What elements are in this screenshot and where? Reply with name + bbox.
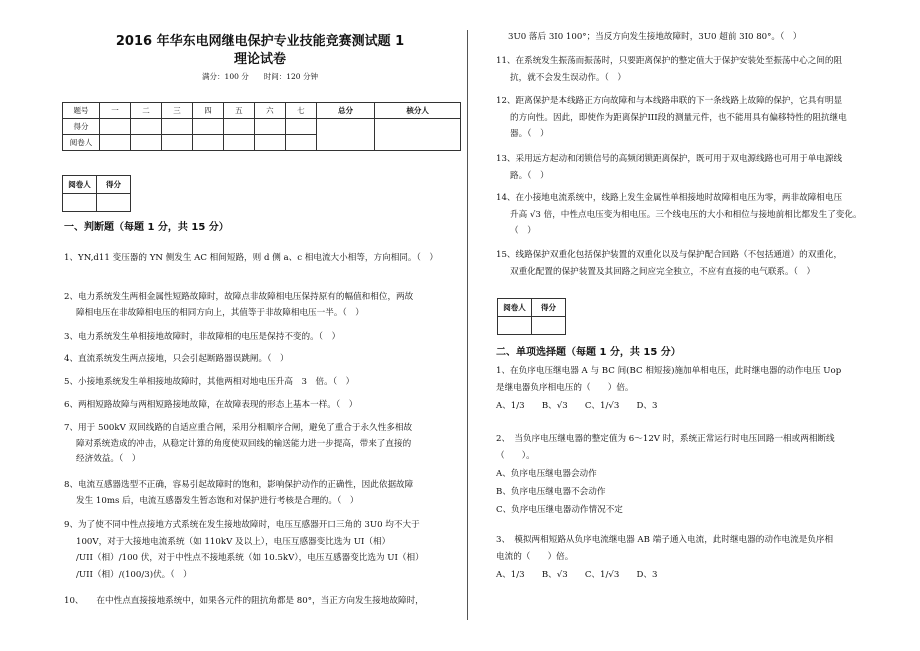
question-text: 升高 √3 倍，中性点电压变为相电压。三个线电压的大小和相位与接地前相比都发生了变化。: [510, 209, 862, 220]
choice-question-1: [496, 366, 841, 412]
exam-title: 2016 年华东电网继电保护专业技能竞赛测试题 1: [115, 34, 405, 49]
question-text: （ ）。: [496, 450, 535, 461]
grader-box-2: [497, 298, 566, 335]
header-cell: 一: [100, 103, 131, 119]
score-cell[interactable]: [254, 119, 285, 135]
question-text: 10、 在中性点直接接地系统中，如果各元件的阻抗角都是 80°，当正方向发生接地故障时，: [64, 596, 424, 606]
section-heading-choice: 二、单项选择题（每题 1 分，共 15 分）: [496, 347, 681, 358]
exam-subtitle: 理论试卷: [233, 52, 286, 67]
question-text: 7、用于 500kV 双回线路的自适应重合闸，采用分相顺序合闸，避免了重合于永久性多相故: [64, 423, 413, 433]
question-text: 抗，就不会发生误动作。（ ）: [510, 72, 627, 83]
header-cell: 六: [254, 103, 285, 119]
header-cell: 二: [130, 103, 161, 119]
grader-label: 阅卷人: [498, 299, 532, 317]
question-text: 经济效益。（ ）: [76, 454, 141, 465]
question-4: [64, 354, 289, 365]
grader-cell[interactable]: [161, 135, 192, 151]
score-row: [63, 119, 461, 135]
score-cell[interactable]: [223, 119, 254, 135]
exam-meta: 满分：100 分 时间：120 分钟: [202, 72, 318, 81]
grader-cell[interactable]: [223, 135, 254, 151]
question-10: [64, 596, 424, 607]
grader-cell[interactable]: [285, 135, 316, 151]
question-text: （ ）: [510, 226, 536, 237]
score-label: 得分: [532, 299, 566, 317]
answer-options: A、1/3 B、√3 C、1/√3 D、3: [496, 401, 658, 412]
question-text: 14、在小接地电流系统中，线路上发生金属性单相接地时故障相电压为零，两非故障相电压: [496, 193, 843, 203]
question-text: 15、线路保护双重化包括保护装置的双重化以及与保护配合回路（不包括通道）的双重化，: [496, 250, 843, 260]
question-text: 1、YN,d11 变压器的 YN 侧发生 AC 相间短路，则 d 侧 a、c 相电流大小相等，方向相同。（ ）: [64, 253, 438, 263]
question-text: 是继电器负序相电压的（ ）倍。: [496, 382, 634, 393]
question-3: [64, 332, 340, 343]
question-text: 障对系统造成的冲击，从稳定计算的角度使双回线的输送能力进一步提高，带来了直接的: [76, 438, 412, 449]
score-label: 得分: [97, 176, 131, 194]
question-text: 13、采用远方起动和闭锁信号的高频闭锁距离保护，既可用于双电源线路也可用于单电源线: [496, 154, 843, 164]
header-cell: 五: [223, 103, 254, 119]
question-text: 器。（ ）: [510, 129, 549, 140]
score-input[interactable]: [532, 317, 566, 335]
question-text: /UII（相）/100 伏，对于中性点不接地系统（如 10.5kV），电压互感器变比选为 UI（相）: [76, 553, 424, 564]
question-text: 发生 10ms 后，电流互感器发生暂态饱和对保护进行考核是合理的。（ ）: [76, 495, 359, 506]
question-8: [64, 480, 413, 506]
question-text: 3、电力系统发生单相接地故障时，非故障相的电压是保持不变的。（ ）: [64, 332, 341, 342]
question-14: [496, 193, 862, 237]
header-cell: 七: [285, 103, 316, 119]
grader-cell[interactable]: [254, 135, 285, 151]
score-cell[interactable]: [161, 119, 192, 135]
choice-question-3: [496, 535, 833, 581]
row-label: 得分: [63, 119, 100, 135]
option-a: A、负序电压继电器会动作: [496, 469, 597, 480]
question-text: 100V，对于大接地电流系统（如 110kV 及以上），电压互感器变比选为 UI（相）: [76, 536, 391, 547]
section-heading-judgement: 一、判断题（每题 1 分，共 15 分）: [64, 222, 229, 233]
header-cell: 题号: [63, 103, 100, 119]
question-11: [496, 56, 842, 83]
score-cell[interactable]: [100, 119, 131, 135]
score-table-header-row: [63, 103, 461, 119]
answer-options: A、1/3 B、√3 C、1/√3 D、3: [496, 570, 658, 581]
question-2: [64, 292, 413, 318]
question-6: [64, 400, 357, 411]
question-7: [64, 423, 412, 465]
option-b: B、负序电压继电器不会动作: [496, 487, 606, 498]
question-text: 的方向性。因此，即使作为距离保护III段的测量元件，也不能用具有偏移特性的阻抗继电: [510, 112, 847, 123]
question-text: 路。（ ）: [510, 170, 549, 181]
question-text: /UII（相）/(100/3)伏。（ ）: [76, 570, 192, 581]
question-text: 5、小接地系统发生单相接地故障时，其他两相对地电压升高 3 倍。（ ）: [64, 377, 355, 387]
header-cell: 三: [161, 103, 192, 119]
column-divider: [467, 30, 468, 620]
question-13: [496, 154, 842, 181]
question-1: [64, 253, 438, 264]
question-text: 6、两相短路故障与两相短路接地故障，在故障表现的形态上基本一样。（ ）: [64, 400, 358, 410]
question-text: 12、距离保护是本线路正方向故障和与本线路串联的下一条线路上故障的保护，它具有明显: [496, 96, 843, 106]
question-text: 4、直流系统发生两点接地，只会引起断路器误跳闸。（ ）: [64, 354, 289, 364]
question-text: 8、电流互感器选型不正确，容易引起故障时的饱和，影响保护动作的正确性，因此依据故障: [64, 480, 414, 490]
grader-cell[interactable]: [130, 135, 161, 151]
total-score-cell[interactable]: [316, 119, 374, 151]
score-input[interactable]: [97, 194, 131, 212]
score-cell[interactable]: [130, 119, 161, 135]
question-text: 双重化配置的保护装置及其回路之间应完全独立，不应有直接的电气联系。（ ）: [510, 266, 816, 277]
grader-cell[interactable]: [192, 135, 223, 151]
question-text: 3、 模拟两相短路从负序电流继电器 AB 端子通入电流，此时继电器的动作电流是负序相: [496, 535, 834, 545]
header-cell: 四: [192, 103, 223, 119]
option-c: C、负序电压继电器动作情况不定: [496, 504, 623, 515]
question-text: 9、为了使不同中性点接地方式系统在发生接地故障时，电压互感器开口三角的 3U0 均不大于: [64, 520, 420, 530]
verifier-cell[interactable]: [375, 119, 461, 151]
choice-question-2: [496, 434, 835, 516]
score-cell[interactable]: [192, 119, 223, 135]
question-15: [496, 250, 842, 277]
grader-input[interactable]: [63, 194, 97, 212]
question-text: 电流的（ ）倍。: [496, 551, 574, 562]
header-cell: 总分: [316, 103, 374, 119]
grader-cell[interactable]: [100, 135, 131, 151]
score-cell[interactable]: [285, 119, 316, 135]
question-text: 11、在系统发生振荡而振荡时，只要距离保护的整定值大于保护安装处至振荡中心之间的阻: [496, 56, 843, 66]
question-5: [64, 377, 354, 388]
question-text: 障相电压在非故障相电压的相同方向上，其值等于非故障相电压一半。（ ）: [76, 307, 364, 318]
question-10-continued: [508, 32, 802, 43]
question-text: 1、在负序电压继电器 A 与 BC 间(BC 相短接)施加单相电压，此时继电器的动作电压 Uop: [496, 366, 842, 376]
question-9: [64, 520, 424, 581]
question-text: 3U0 落后 3I0 100°；当反方向发生接地故障时，3U0 超前 3I0 80°。（ ）: [508, 32, 802, 42]
header-cell: 核分人: [375, 103, 461, 119]
grader-input[interactable]: [498, 317, 532, 335]
score-table: [62, 102, 461, 151]
question-12: [496, 96, 847, 140]
grader-label: 阅卷人: [63, 176, 97, 194]
grader-box: [62, 175, 131, 212]
question-text: 2、 当负序电压继电器的整定值为 6～12V 时，系统正常运行时电压回路一相或两相断线: [496, 434, 835, 444]
question-text: 2、电力系统发生两相金属性短路故障时，故障点非故障相电压保持原有的幅值和相位，两故: [64, 292, 414, 302]
row-label: 阅卷人: [63, 135, 100, 151]
